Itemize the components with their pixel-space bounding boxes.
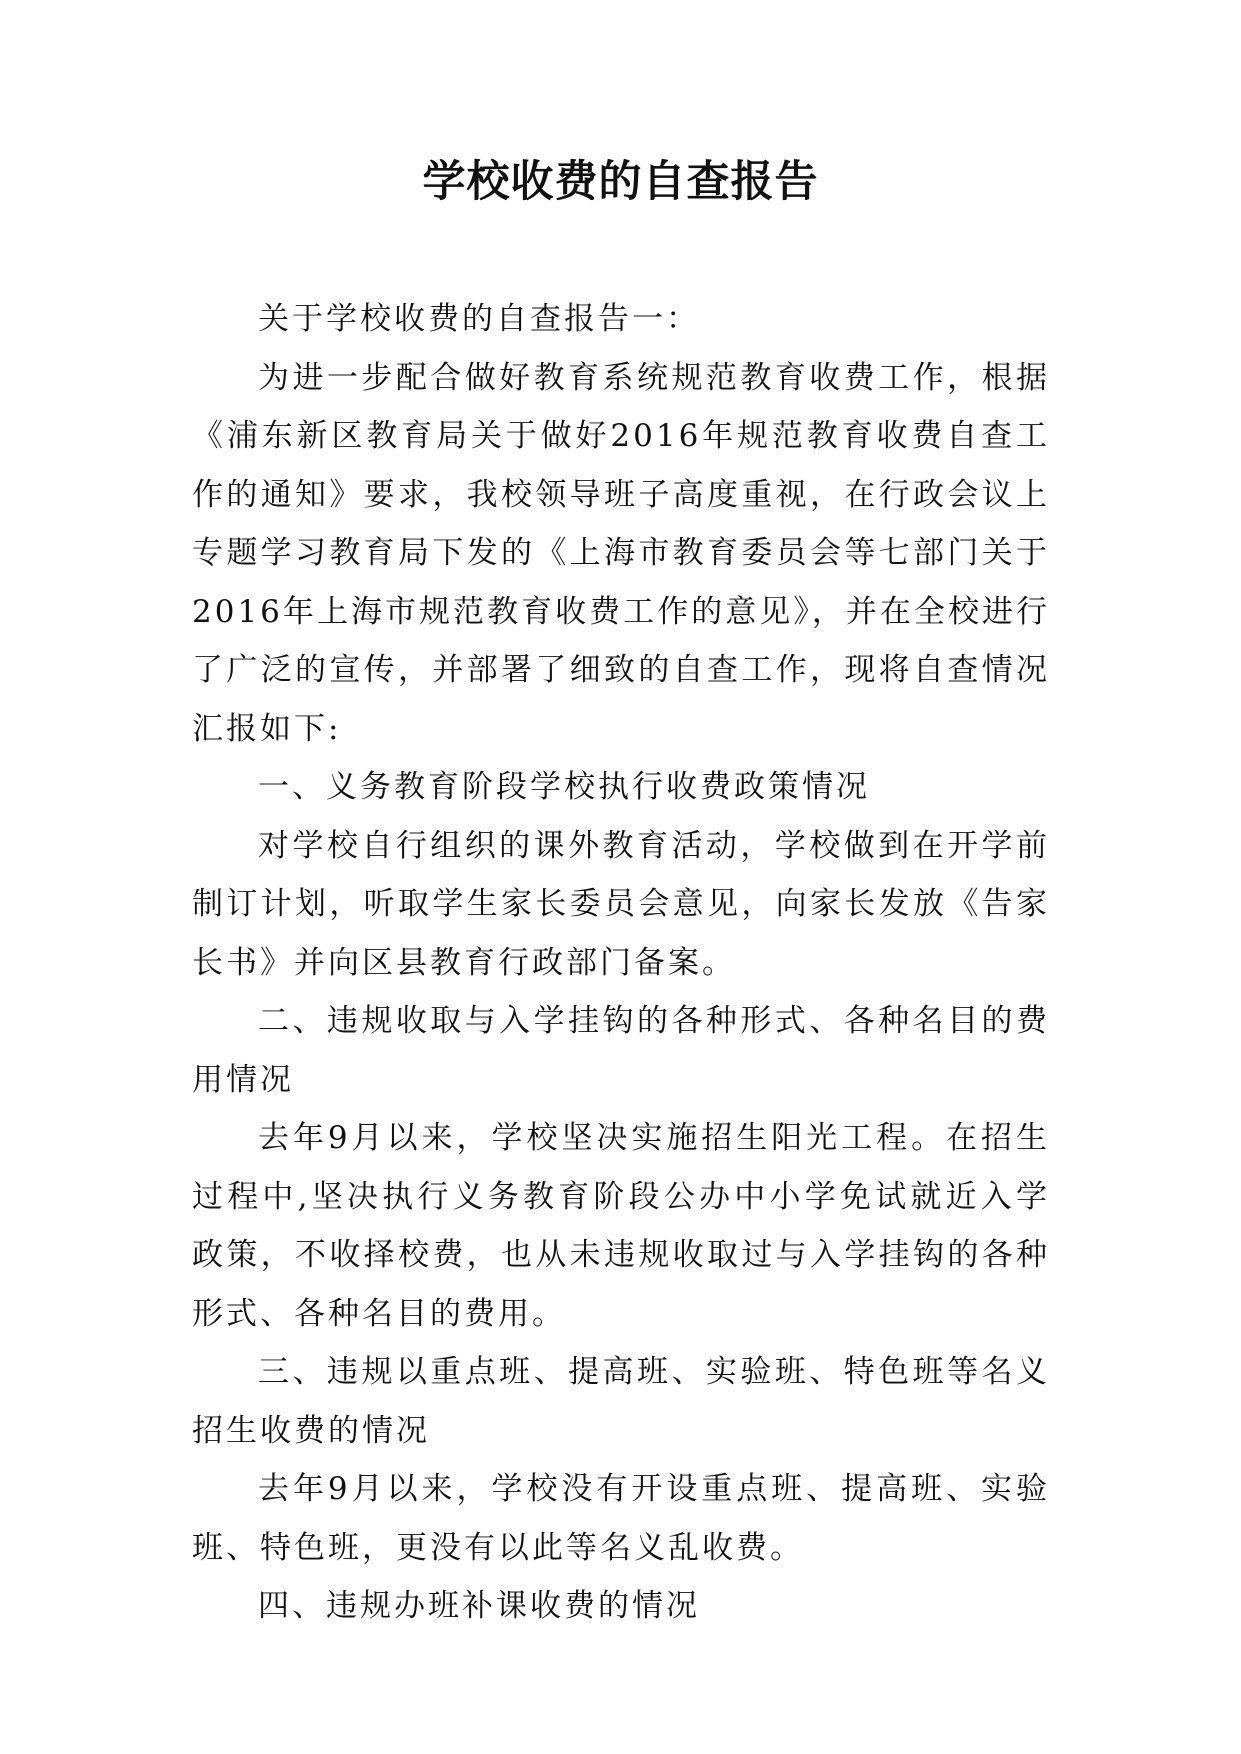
paragraph-section-1: 对学校自行组织的课外教育活动，学校做到在开学前制订计划，听取学生家长委员会意见，向家长发放《告家长书》并向区县教育行政部门备案。 — [192, 827, 1050, 981]
section-heading-1: 一、义务教育阶段学校执行收费政策情况 — [258, 769, 870, 805]
section-heading-4: 四、违规办班补课收费的情况 — [258, 1588, 700, 1624]
paragraph-section-2: 去年9月以来，学校坚决实施招生阳光工程。在招生过程中,坚决执行义务教育阶段公办中小学免试就近入学政策，不收择校费，也从未违规收取过与入学挂钩的各种形式、各种名目的费用。 — [192, 1120, 1050, 1332]
section-heading-3: 三、违规以重点班、提高班、实验班、特色班等名义招生收费的情况 — [192, 1354, 1050, 1449]
paragraph-intro: 关于学校收费的自查报告一： — [258, 301, 700, 337]
document-body — [192, 290, 1050, 1636]
document-title: 学校收费的自查报告 — [422, 157, 819, 207]
section-heading-2: 二、违规收取与入学挂钩的各种形式、各种名目的费用情况 — [192, 1003, 1050, 1098]
paragraph-background: 为进一步配合做好教育系统规范教育收费工作，根据《浦东新区教育局关于做好2016年规范教育收费自查工作的通知》要求，我校领导班子高度重视，在行政会议上专题学习教育局下发的《上海市教育委员会等七部门关于2016年上海市规范教育收费工作的意见》，并在全校进行了广泛的宣传，并部署了细致的自查工作，现将自查情况汇报如下: — [192, 359, 1050, 747]
paragraph-section-3: 去年9月以来，学校没有开设重点班、提高班、实验班、特色班，更没有以此等名义乱收费。 — [192, 1471, 1050, 1566]
